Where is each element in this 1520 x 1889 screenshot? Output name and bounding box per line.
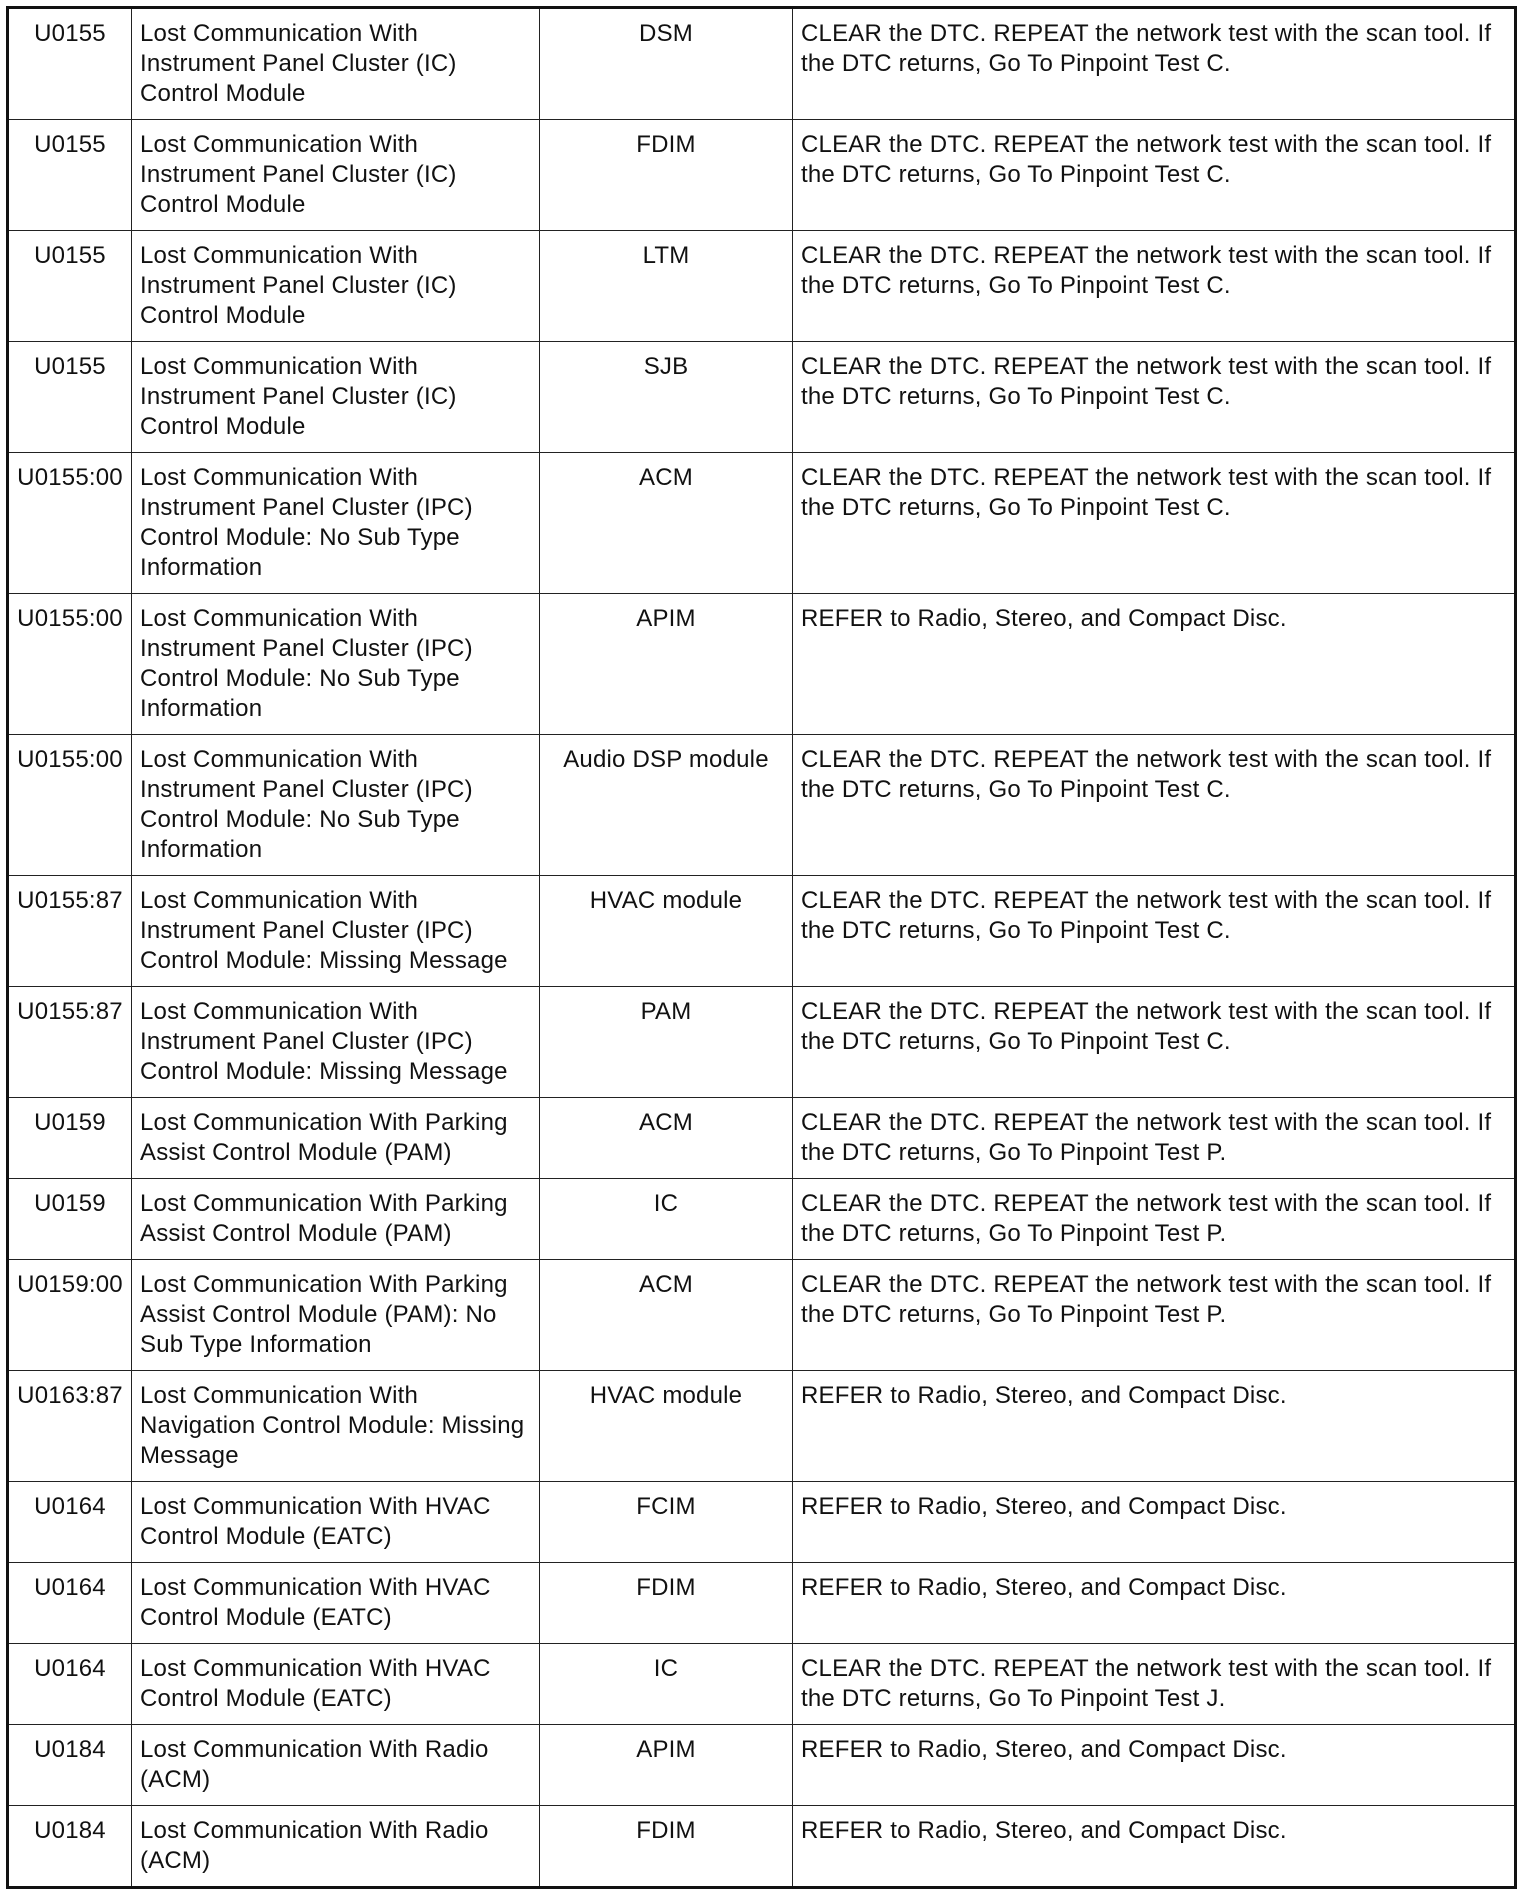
dtc-action-cell: CLEAR the DTC. REPEAT the network test with the scan tool. If the DTC returns, Go To Pinpoint Test C. <box>793 735 1516 876</box>
dtc-code-cell: U0164 <box>8 1644 132 1725</box>
dtc-action-cell: CLEAR the DTC. REPEAT the network test with the scan tool. If the DTC returns, Go To Pinpoint Test C. <box>793 876 1516 987</box>
dtc-description-cell: Lost Communication With Instrument Panel Cluster (IPC) Control Module: Missing Message <box>132 876 540 987</box>
dtc-description-cell: Lost Communication With Instrument Panel Cluster (IPC) Control Module: No Sub Type Information <box>132 453 540 594</box>
table-row <box>8 1482 1516 1563</box>
dtc-description-cell: Lost Communication With Parking Assist Control Module (PAM): No Sub Type Information <box>132 1260 540 1371</box>
dtc-description-cell: Lost Communication With HVAC Control Module (EATC) <box>132 1482 540 1563</box>
dtc-table-page <box>6 6 1514 1889</box>
dtc-code-cell: U0155:87 <box>8 987 132 1098</box>
dtc-action-cell: CLEAR the DTC. REPEAT the network test with the scan tool. If the DTC returns, Go To Pinpoint Test C. <box>793 8 1516 120</box>
dtc-module-cell: Audio DSP module <box>540 735 793 876</box>
dtc-action-cell: CLEAR the DTC. REPEAT the network test with the scan tool. If the DTC returns, Go To Pinpoint Test C. <box>793 231 1516 342</box>
dtc-module-cell: DSM <box>540 8 793 120</box>
dtc-module-cell: ACM <box>540 1260 793 1371</box>
dtc-action-cell: REFER to Radio, Stereo, and Compact Disc. <box>793 1806 1516 1888</box>
dtc-action-cell: CLEAR the DTC. REPEAT the network test with the scan tool. If the DTC returns, Go To Pinpoint Test P. <box>793 1260 1516 1371</box>
dtc-action-cell: REFER to Radio, Stereo, and Compact Disc. <box>793 1563 1516 1644</box>
table-row <box>8 120 1516 231</box>
dtc-code-cell: U0155 <box>8 120 132 231</box>
dtc-action-cell: CLEAR the DTC. REPEAT the network test with the scan tool. If the DTC returns, Go To Pinpoint Test C. <box>793 453 1516 594</box>
dtc-description-cell: Lost Communication With Radio (ACM) <box>132 1806 540 1888</box>
dtc-code-cell: U0159:00 <box>8 1260 132 1371</box>
dtc-description-cell: Lost Communication With Instrument Panel Cluster (IPC) Control Module: No Sub Type Information <box>132 735 540 876</box>
dtc-module-cell: FDIM <box>540 120 793 231</box>
dtc-action-cell: REFER to Radio, Stereo, and Compact Disc. <box>793 1371 1516 1482</box>
dtc-module-cell: SJB <box>540 342 793 453</box>
dtc-description-cell: Lost Communication With HVAC Control Module (EATC) <box>132 1563 540 1644</box>
table-row <box>8 342 1516 453</box>
table-row <box>8 1563 1516 1644</box>
dtc-module-cell: IC <box>540 1179 793 1260</box>
dtc-code-cell: U0164 <box>8 1482 132 1563</box>
table-row <box>8 987 1516 1098</box>
dtc-module-cell: FDIM <box>540 1563 793 1644</box>
dtc-description-cell: Lost Communication With Instrument Panel Cluster (IC) Control Module <box>132 231 540 342</box>
dtc-action-cell: CLEAR the DTC. REPEAT the network test with the scan tool. If the DTC returns, Go To Pinpoint Test P. <box>793 1179 1516 1260</box>
dtc-description-cell: Lost Communication With HVAC Control Module (EATC) <box>132 1644 540 1725</box>
table-row <box>8 8 1516 120</box>
table-row <box>8 1725 1516 1806</box>
dtc-description-cell: Lost Communication With Instrument Panel Cluster (IPC) Control Module: No Sub Type Information <box>132 594 540 735</box>
dtc-description-cell: Lost Communication With Parking Assist Control Module (PAM) <box>132 1098 540 1179</box>
dtc-code-cell: U0163:87 <box>8 1371 132 1482</box>
dtc-action-cell: REFER to Radio, Stereo, and Compact Disc. <box>793 594 1516 735</box>
dtc-action-cell: CLEAR the DTC. REPEAT the network test with the scan tool. If the DTC returns, Go To Pinpoint Test J. <box>793 1644 1516 1725</box>
dtc-module-cell: APIM <box>540 594 793 735</box>
dtc-action-cell: CLEAR the DTC. REPEAT the network test with the scan tool. If the DTC returns, Go To Pinpoint Test P. <box>793 1098 1516 1179</box>
table-row <box>8 1179 1516 1260</box>
dtc-code-cell: U0155:00 <box>8 594 132 735</box>
dtc-description-cell: Lost Communication With Parking Assist Control Module (PAM) <box>132 1179 540 1260</box>
dtc-code-cell: U0184 <box>8 1725 132 1806</box>
dtc-code-cell: U0155:00 <box>8 453 132 594</box>
dtc-description-cell: Lost Communication With Instrument Panel Cluster (IPC) Control Module: Missing Message <box>132 987 540 1098</box>
table-row <box>8 1806 1516 1888</box>
dtc-module-cell: ACM <box>540 453 793 594</box>
dtc-module-cell: HVAC module <box>540 1371 793 1482</box>
dtc-module-cell: LTM <box>540 231 793 342</box>
dtc-code-cell: U0184 <box>8 1806 132 1888</box>
table-row <box>8 735 1516 876</box>
dtc-code-cell: U0155 <box>8 8 132 120</box>
dtc-module-cell: PAM <box>540 987 793 1098</box>
dtc-description-cell: Lost Communication With Instrument Panel Cluster (IC) Control Module <box>132 8 540 120</box>
dtc-code-cell: U0155:00 <box>8 735 132 876</box>
dtc-action-cell: CLEAR the DTC. REPEAT the network test with the scan tool. If the DTC returns, Go To Pinpoint Test C. <box>793 120 1516 231</box>
table-row <box>8 1260 1516 1371</box>
dtc-action-cell: CLEAR the DTC. REPEAT the network test with the scan tool. If the DTC returns, Go To Pinpoint Test C. <box>793 342 1516 453</box>
dtc-module-cell: FCIM <box>540 1482 793 1563</box>
dtc-code-cell: U0155:87 <box>8 876 132 987</box>
dtc-code-cell: U0164 <box>8 1563 132 1644</box>
dtc-code-cell: U0155 <box>8 231 132 342</box>
dtc-code-cell: U0159 <box>8 1179 132 1260</box>
table-row <box>8 453 1516 594</box>
dtc-module-cell: IC <box>540 1644 793 1725</box>
dtc-description-cell: Lost Communication With Radio (ACM) <box>132 1725 540 1806</box>
dtc-description-cell: Lost Communication With Instrument Panel Cluster (IC) Control Module <box>132 120 540 231</box>
dtc-module-cell: HVAC module <box>540 876 793 987</box>
table-row <box>8 1098 1516 1179</box>
dtc-action-cell: CLEAR the DTC. REPEAT the network test with the scan tool. If the DTC returns, Go To Pinpoint Test C. <box>793 987 1516 1098</box>
table-row <box>8 876 1516 987</box>
dtc-module-cell: ACM <box>540 1098 793 1179</box>
dtc-description-cell: Lost Communication With Navigation Control Module: Missing Message <box>132 1371 540 1482</box>
table-row <box>8 231 1516 342</box>
dtc-action-cell: REFER to Radio, Stereo, and Compact Disc. <box>793 1725 1516 1806</box>
dtc-table-body <box>8 8 1516 1888</box>
dtc-table <box>6 6 1517 1889</box>
dtc-module-cell: FDIM <box>540 1806 793 1888</box>
table-row <box>8 1644 1516 1725</box>
dtc-module-cell: APIM <box>540 1725 793 1806</box>
dtc-action-cell: REFER to Radio, Stereo, and Compact Disc. <box>793 1482 1516 1563</box>
dtc-code-cell: U0159 <box>8 1098 132 1179</box>
dtc-description-cell: Lost Communication With Instrument Panel Cluster (IC) Control Module <box>132 342 540 453</box>
table-row <box>8 1371 1516 1482</box>
dtc-code-cell: U0155 <box>8 342 132 453</box>
table-row <box>8 594 1516 735</box>
